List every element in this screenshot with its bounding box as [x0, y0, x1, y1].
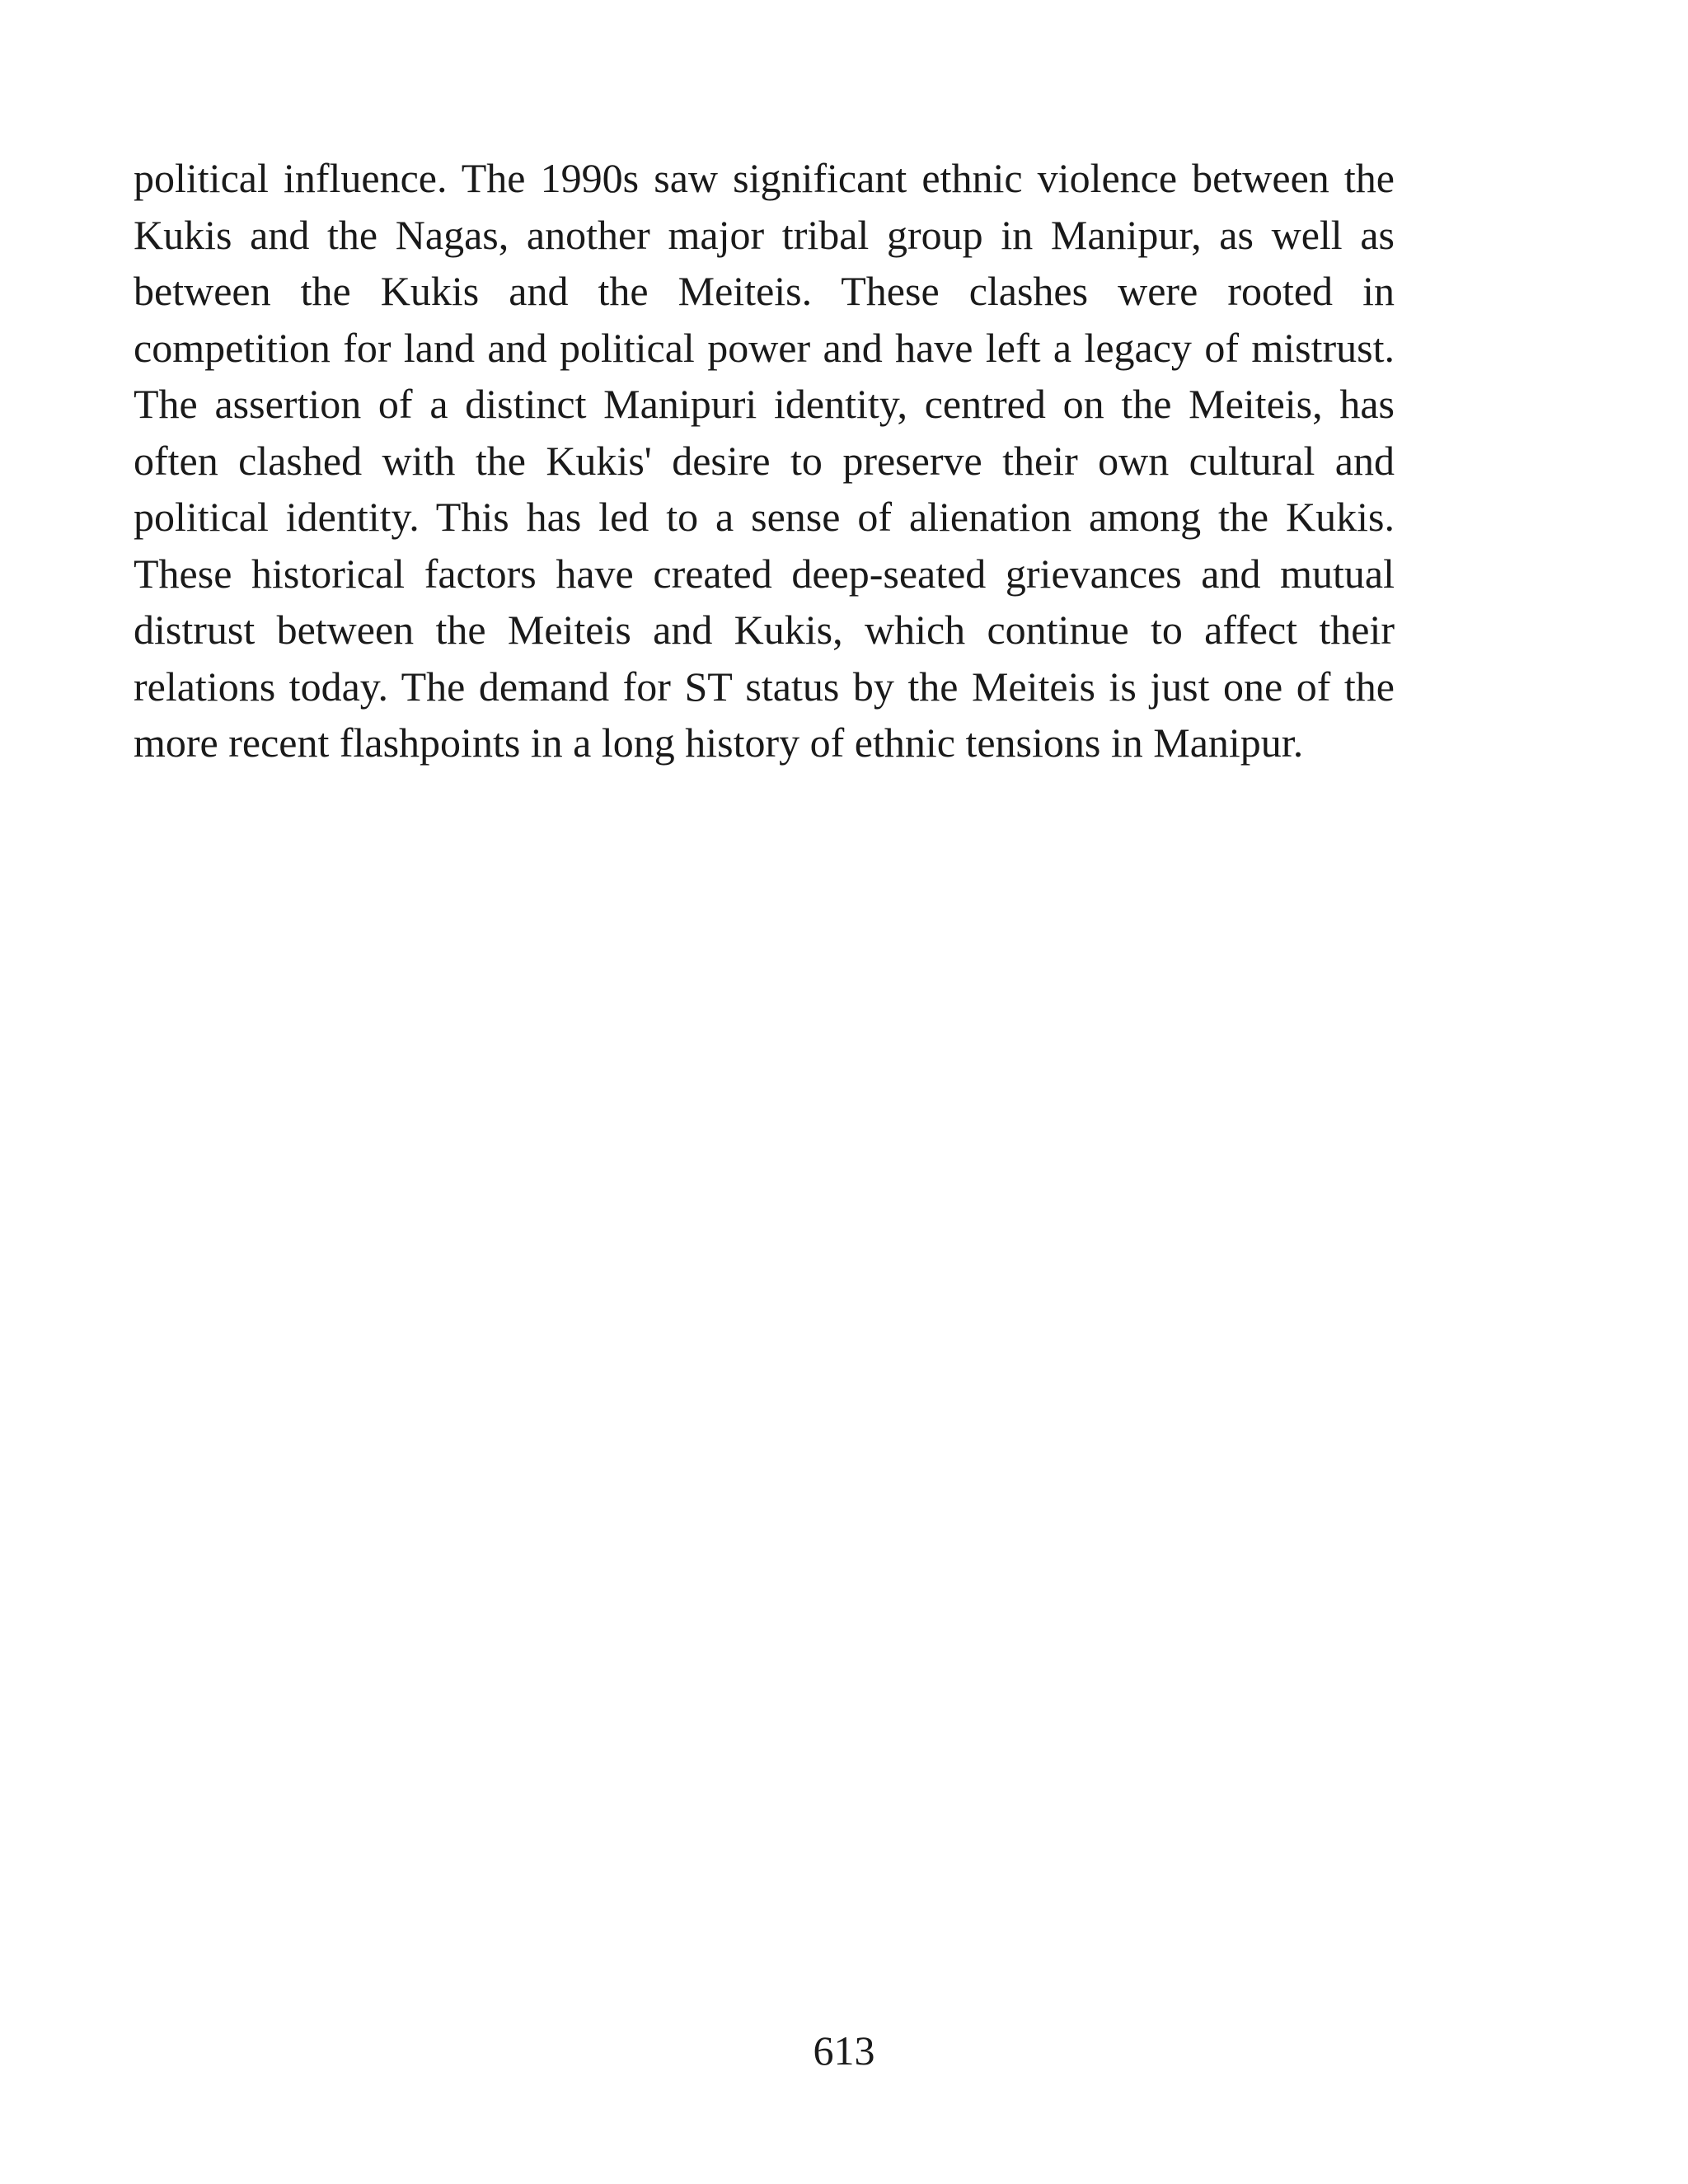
paragraph-line: between the Kukis and the Meiteis. These clashes were rooted in [134, 268, 1395, 314]
paragraph-line: competition for land and political power and have left a legacy of mistrust. [134, 324, 1395, 371]
paragraph-line: These historical factors have created deep-seated grievances and mutual [134, 550, 1395, 597]
body-paragraph [134, 150, 1395, 771]
paragraph-line: The assertion of a distinct Manipuri identity, centred on the Meiteis, has [134, 381, 1395, 427]
paragraph-line: relations today. The demand for ST status by the Meiteis is just one of the [134, 663, 1395, 710]
paragraph-line: political influence. The 1990s saw significant ethnic violence between the [134, 155, 1395, 201]
paragraph-line: often clashed with the Kukis' desire to preserve their own cultural and [134, 437, 1395, 484]
paragraph-line: more recent flashpoints in a long history of ethnic tensions in Manipur. [134, 719, 1304, 766]
page-number: 613 [813, 2027, 875, 2074]
paragraph-line: distrust between the Meiteis and Kukis, which continue to affect their [134, 607, 1395, 653]
paragraph-line: political identity. This has led to a sense of alienation among the Kukis. [134, 494, 1395, 540]
paragraph-line: Kukis and the Nagas, another major tribal group in Manipur, as well as [134, 211, 1395, 258]
